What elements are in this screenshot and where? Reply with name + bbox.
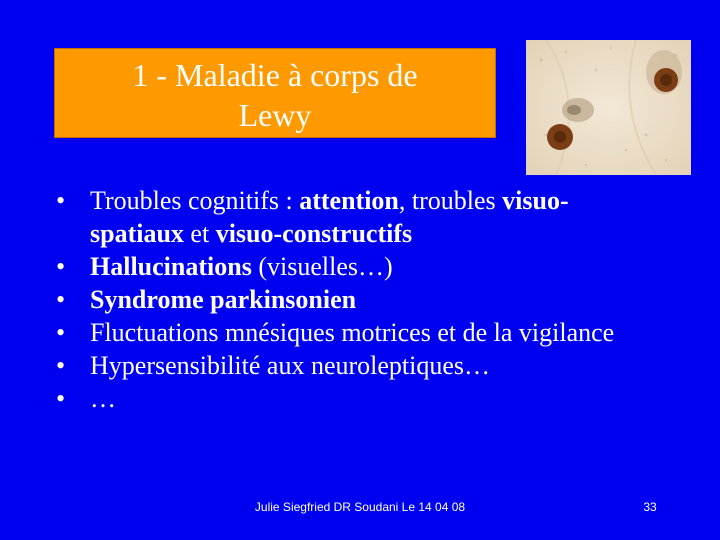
- item-text: (visuelles…): [251, 252, 393, 281]
- bullet-dot: •: [56, 186, 66, 215]
- item-text-bold: Hallucinations: [90, 252, 252, 281]
- footer-author: Julie Siegfried DR Soudani Le 14 04 08: [254, 500, 466, 514]
- item-text: Hypersensibilité aux neuroleptiques…: [90, 351, 491, 380]
- micrograph-image: [526, 40, 691, 175]
- slide-title: [54, 48, 496, 138]
- item-text-bold: visuo-spatiaux: [90, 186, 569, 248]
- item-text: Troubles cognitifs :: [90, 186, 300, 215]
- title-line-2: Lewy: [238, 97, 312, 133]
- list-item: [56, 316, 626, 349]
- item-text: , troubles: [398, 186, 503, 215]
- list-item: [56, 250, 626, 283]
- title-line-1: 1 - Maladie à corps de: [132, 57, 418, 93]
- list-item: [56, 349, 626, 382]
- bullet-list: [56, 184, 626, 415]
- list-item: [56, 283, 626, 316]
- bullet-dot: •: [56, 318, 66, 347]
- micrograph-illustration: [526, 40, 691, 175]
- list-item: [56, 184, 626, 250]
- item-text-bold: visuo-constructifs: [215, 219, 413, 248]
- item-text: Fluctuations mnésiques motrices et de la vigilance: [90, 318, 615, 347]
- item-text: …: [90, 384, 116, 413]
- item-text-bold: Syndrome parkinsonien: [90, 285, 357, 314]
- bullet-dot: •: [56, 384, 66, 413]
- bullet-dot: •: [56, 351, 66, 380]
- list-item: [56, 382, 626, 415]
- bullet-dot: •: [56, 252, 66, 281]
- slide-number: 33: [643, 500, 657, 514]
- item-text-bold: attention: [299, 186, 399, 215]
- item-text: et: [183, 219, 216, 248]
- bullet-dot: •: [56, 285, 66, 314]
